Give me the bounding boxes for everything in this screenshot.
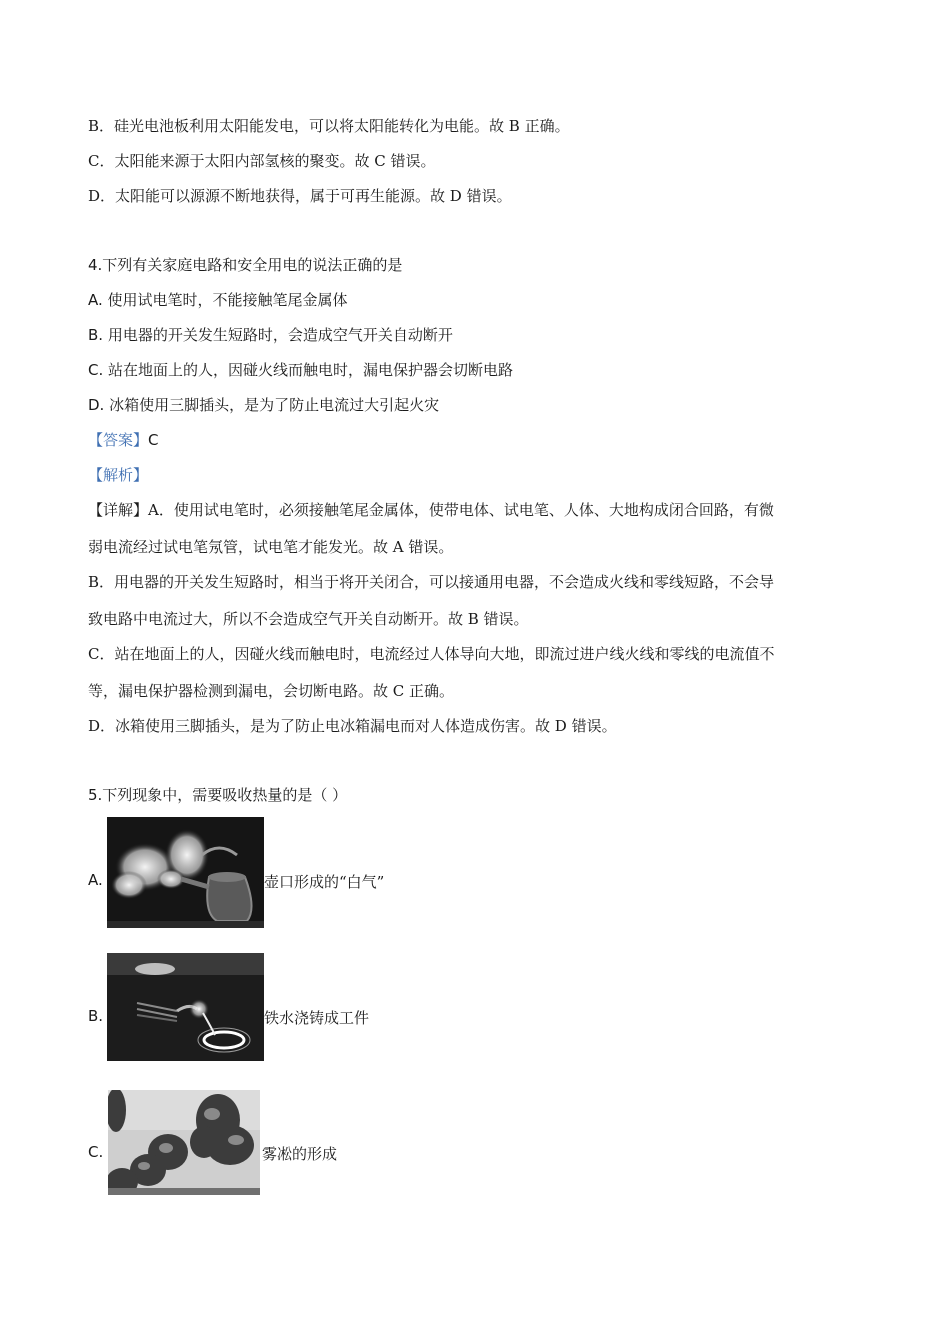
question-4-answer bbox=[88, 429, 159, 451]
kettle-steam-photo bbox=[107, 817, 264, 928]
analysis-tag: 【解析】 bbox=[88, 466, 149, 484]
detail-line-6: 等，漏电保护器检测到漏电，会切断电路。故 C 正确。 bbox=[88, 682, 455, 700]
molten-iron-casting-photo bbox=[107, 953, 264, 1061]
detail-line-3: B．用电器的开关发生短路时，相当于将开关闭合，可以接通用电器，不会造成火线和零线短路，不会导 bbox=[88, 573, 775, 591]
detail-line-2: 弱电流经过试电笔氖管，试电笔才能发光。故 A 错误。 bbox=[88, 538, 454, 556]
answer-value: C bbox=[148, 431, 159, 449]
question-4-stem: 4.下列有关家庭电路和安全用电的说法正确的是 bbox=[88, 256, 403, 274]
question-5-option-a-caption: 壶口形成的“白气” bbox=[264, 873, 385, 891]
detail-line-1: 【详解】A．使用试电笔时，必须接触笔尾金属体，使带电体、试电笔、人体、大地构成闭合回路，有微 bbox=[88, 501, 774, 519]
rime-frost-photo bbox=[108, 1090, 260, 1195]
answer-tag: 【答案】 bbox=[88, 431, 149, 449]
question-4-option-a: A. 使用试电笔时，不能接触笔尾金属体 bbox=[88, 291, 348, 309]
question-5-option-b-caption: 铁水浇铸成工件 bbox=[264, 1009, 370, 1027]
detail-line-7: D．冰箱使用三脚插头，是为了防止电冰箱漏电而对人体造成伤害。故 D 错误。 bbox=[88, 717, 617, 735]
question-5-option-c-caption: 雾凇的形成 bbox=[262, 1145, 338, 1163]
detail-line-5: C．站在地面上的人，因碰火线而触电时，电流经过人体导向大地，即流过进户线火线和零线的电流值不 bbox=[88, 645, 775, 663]
question-5-option-a-letter: A. bbox=[88, 871, 103, 889]
question-5-stem: 5.下列现象中，需要吸收热量的是（ ） bbox=[88, 786, 348, 804]
detail-line-4: 致电路中电流过大，所以不会造成空气开关自动断开。故 B 错误。 bbox=[88, 610, 529, 628]
prev-option-d-explanation: D．太阳能可以源源不断地获得，属于可再生能源。故 D 错误。 bbox=[88, 187, 512, 205]
question-5-option-b-letter: B. bbox=[88, 1007, 104, 1025]
prev-option-c-explanation: C．太阳能来源于太阳内部氢核的聚变。故 C 错误。 bbox=[88, 152, 436, 170]
question-4-option-d: D. 冰箱使用三脚插头，是为了防止电流过大引起火灾 bbox=[88, 396, 440, 414]
question-4-option-b: B. 用电器的开关发生短路时，会造成空气开关自动断开 bbox=[88, 326, 453, 344]
question-5-option-c-letter: C. bbox=[88, 1143, 104, 1161]
question-4-option-c: C. 站在地面上的人，因碰火线而触电时，漏电保护器会切断电路 bbox=[88, 361, 514, 379]
prev-option-b-explanation: B．硅光电池板利用太阳能发电，可以将太阳能转化为电能。故 B 正确。 bbox=[88, 117, 570, 135]
